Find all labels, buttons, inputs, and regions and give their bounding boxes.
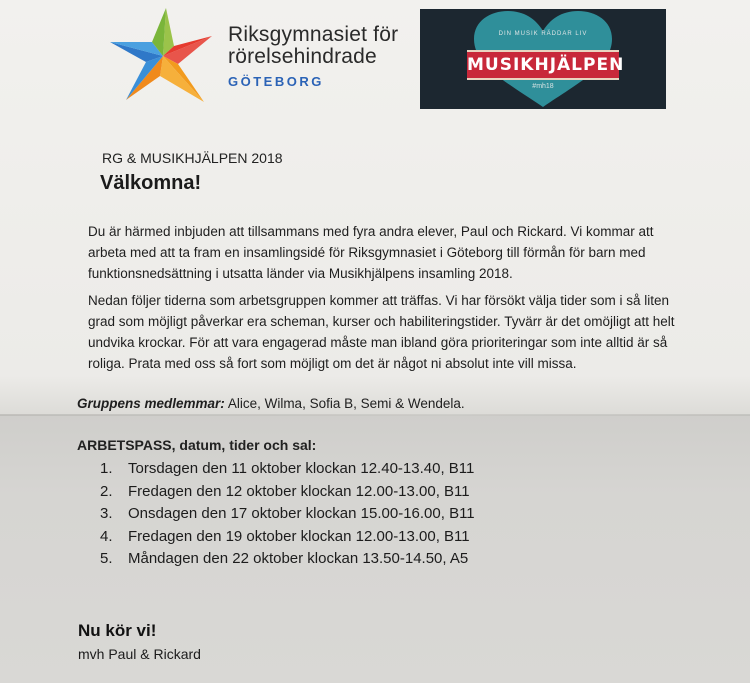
members-value: Alice, Wilma, Sofia B, Semi & Wendela. <box>227 396 465 411</box>
banner-tagline: DIN MUSIK RÄDDAR LIV <box>498 31 588 37</box>
list-item <box>100 503 475 526</box>
list-item <box>100 458 475 481</box>
list-item <box>100 526 475 549</box>
list-item-number: 3. <box>100 505 113 522</box>
list-item-number: 4. <box>100 527 113 545</box>
list-item-text: Måndagen den 22 oktober klockan 13.50-14.50, A5 <box>128 550 469 567</box>
closing-line: Nu kör vi! <box>78 621 157 640</box>
group-members <box>77 396 465 411</box>
school-city: GÖTEBORG <box>228 74 324 89</box>
members-label: Gruppens medlemmar: <box>77 396 225 411</box>
signature: mvh Paul & Rickard <box>78 646 201 662</box>
list-item-number: 2. <box>100 482 113 500</box>
list-item <box>100 548 475 571</box>
banner-title: MUSIKHJÄLPEN <box>467 50 619 80</box>
list-item-text: Torsdagen den 11 oktober klockan 12.40-13.40, B11 <box>128 460 475 477</box>
paragraph-schedule-info: Nedan följer tiderna som arbetsgruppen kommer att träffas. Vi har försökt välja tider som i så liten grad som möjligt påverkar era scheman, kurser och habiliteringstider. Tyvärr är det omöjligt att helt undvika krockar. För att vara engagerad måste man ibland göra prioriteringar som inte alltid är så roliga. Prata med oss så fort som möjligt om det är något ni absolut inte vill missa. <box>88 293 675 371</box>
paper-fold-line <box>0 414 750 416</box>
list-item-text: Onsdagen den 17 oktober klockan 15.00-16.00, B11 <box>128 505 475 522</box>
list-item <box>100 481 475 504</box>
paragraph-invitation: Du är härmed inbjuden att tillsammans med fyra andra elever, Paul och Rickard. Vi kommar att arbeta med att ta fram en insamlingsidé för Riksgymnasiet i Göteborg till förmån för barn med funktionsnedsättning i utsatta länder via Musikhjälpens insamling 2018. <box>88 224 654 281</box>
banner-hashtag: #mh18 <box>532 83 554 90</box>
schedule-title: ARBETSPASS, datum, tider och sal: <box>77 437 317 453</box>
list-item-number: 5. <box>100 550 113 567</box>
school-name-line2: rörelsehindrade <box>228 45 377 68</box>
school-name <box>228 24 398 93</box>
school-name-line1: Riksgymnasiet för <box>228 23 399 46</box>
list-item-number: 1. <box>100 460 113 477</box>
school-logo-icon <box>108 6 218 106</box>
schedule-list <box>100 458 475 571</box>
list-item-text: Fredagen den 19 oktober klockan 12.00-13.00, B11 <box>128 527 470 545</box>
letter-subtitle: RG & MUSIKHJÄLPEN 2018 <box>102 150 283 166</box>
letter-greeting: Välkomna! <box>100 172 202 194</box>
list-item-text: Fredagen den 12 oktober klockan 12.00-13.00, B11 <box>128 482 470 500</box>
musikhjalpen-banner <box>420 9 666 109</box>
